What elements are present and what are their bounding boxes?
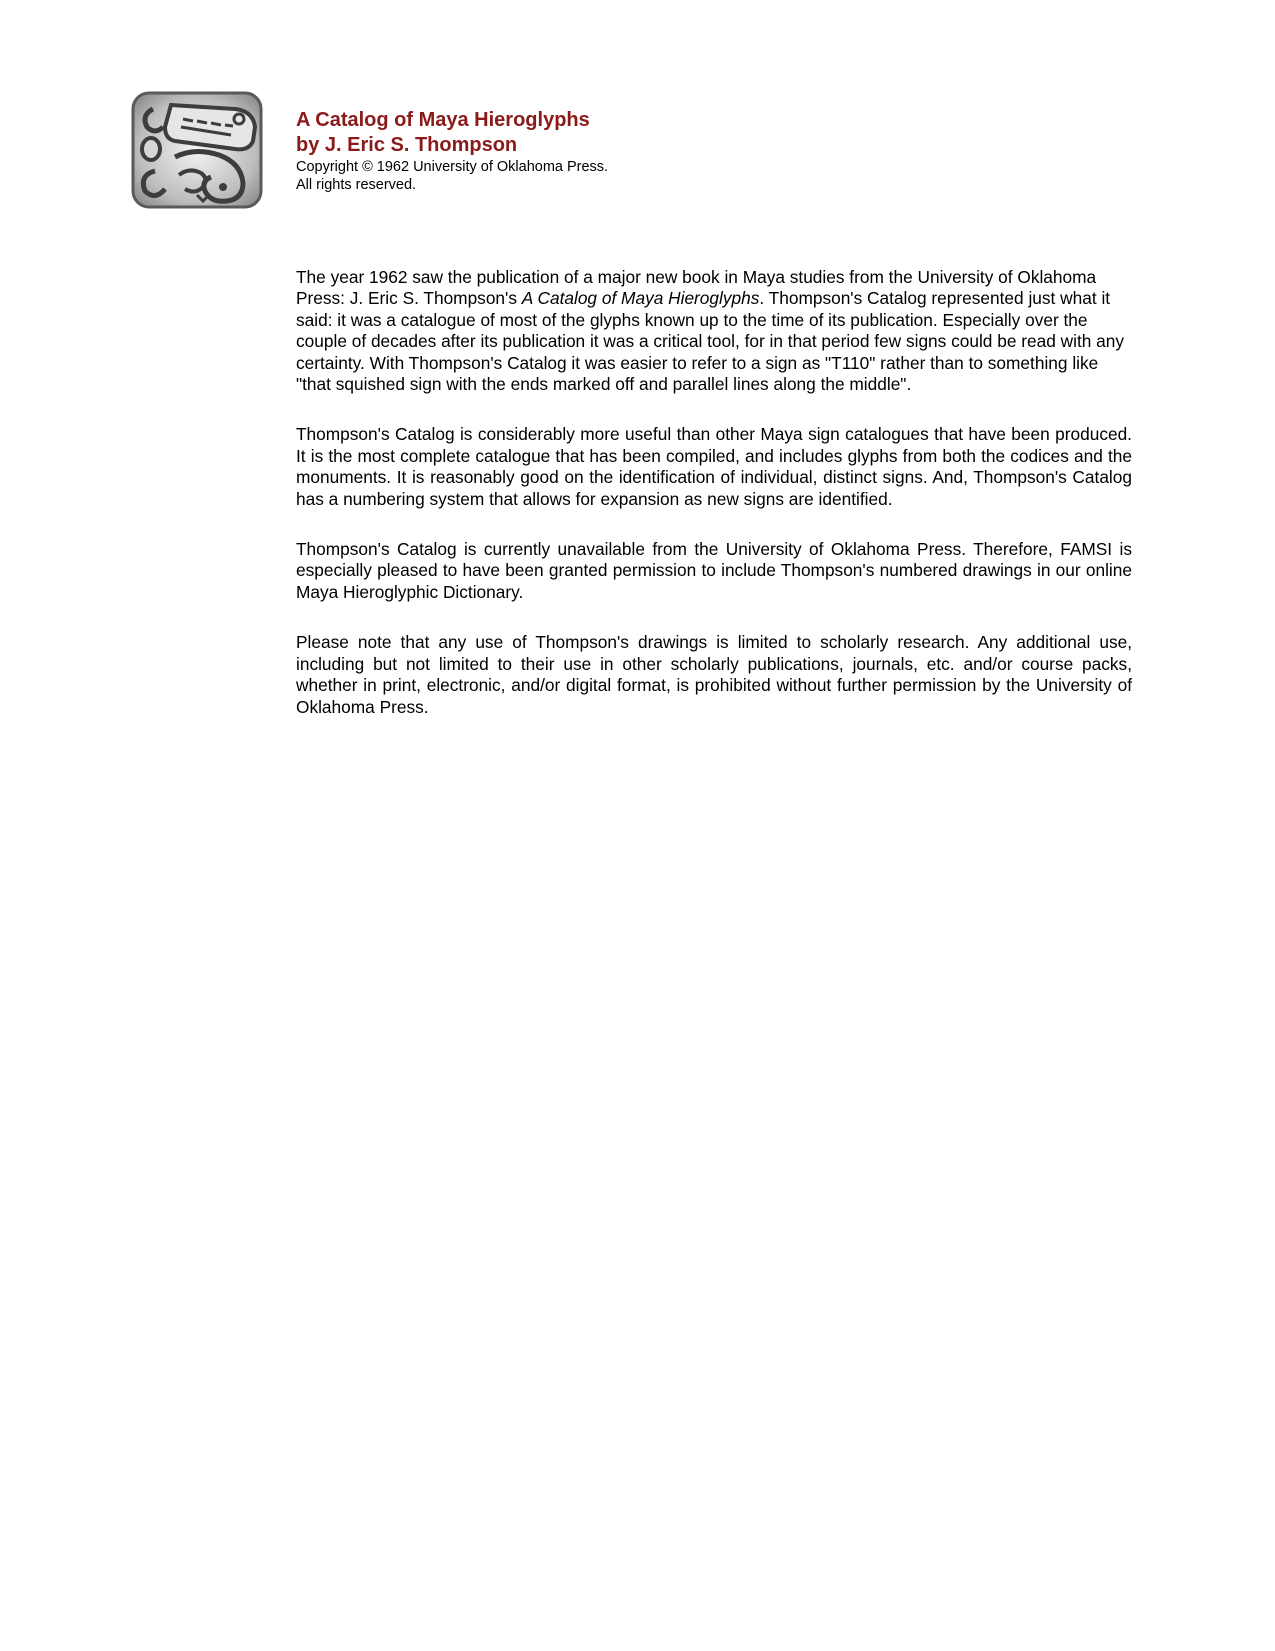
paragraph-intro-book-title: A Catalog of Maya Hieroglyphs <box>521 288 760 309</box>
book-title: A Catalog of Maya Hieroglyphs <box>296 109 590 131</box>
rights-notice: All rights reserved. <box>296 177 417 193</box>
book-author: by J. Eric S. Thompson <box>296 134 518 156</box>
paragraph-usefulness: Thompson's Catalog is considerably more useful than other Maya sign catalogues that have been produced. It is the most complete catalogue that has been compiled, and includes glyphs from both the codices and the monuments. It is reasonably good on the identification of individual, distinct signs. And, Thompson's Catalog has a numbering system that allows for expansion as new signs are identified. <box>296 424 1132 509</box>
paragraph-intro-text-end: . Thompson's Catalog represented just what it said: it was a catalogue of most of the glyphs known up to the time of its publication. Especially over the couple of decades after its publication it was a critical tool, for in that period few signs could be read with any certainty. With Thompson's Catalog it was easier to refer to a sign as "T110" rather than to something like "that squished sign with the ends marked off and parallel lines along the middle". <box>296 288 1125 395</box>
paragraph-intro-text-start: The year 1962 saw the publication of a major new book in Maya studies from the University of Oklahoma Press: J. Eric S. Thompson's <box>296 267 1097 309</box>
document-header <box>296 108 896 194</box>
paragraph-intro <box>296 267 1132 395</box>
paragraph-availability: Thompson's Catalog is currently unavailable from the University of Oklahoma Press. Therefore, FAMSI is especially pleased to have been granted permission to include Thompson's numbered drawings in our online Maya Hieroglyphic Dictionary. <box>296 539 1132 602</box>
maya-glyph-icon <box>131 91 263 209</box>
copyright-notice: Copyright © 1962 University of Oklahoma Press. <box>296 159 609 175</box>
document-body <box>296 267 1132 747</box>
paragraph-usage-notice: Please note that any use of Thompson's drawings is limited to scholarly research. Any additional use, including but not limited to their use in other scholarly publications, journals, etc. and/or course packs, whether in print, electronic, and/or digital format, is prohibited without further permission by the University of Oklahoma Press. <box>296 632 1132 717</box>
